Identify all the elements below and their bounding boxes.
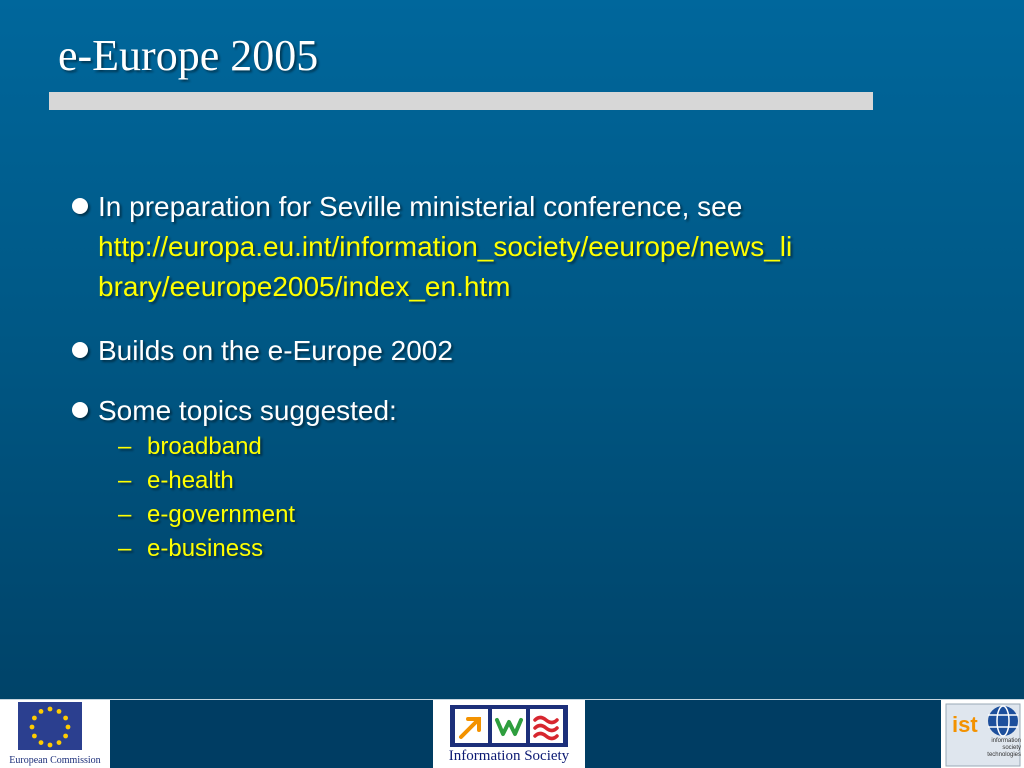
sub-bullet-text: e-business xyxy=(147,535,264,562)
dash-icon: – xyxy=(118,535,132,562)
footer-bar xyxy=(0,700,1024,768)
dash-icon: – xyxy=(118,433,132,460)
dash-icon: – xyxy=(118,467,132,494)
european-commission-caption: European Commission xyxy=(9,755,101,766)
ist-logo-subtext xyxy=(965,738,1021,766)
bullet-dot-icon xyxy=(72,342,88,358)
bullet-text: In preparation for Seville ministerial conference, see xyxy=(98,191,743,222)
sub-bullet-text: broadband xyxy=(147,433,262,460)
ist-subtext-line: technologies xyxy=(987,752,1021,758)
bullet-text: Some topics suggested: xyxy=(98,395,397,426)
ist-logo-text: ist xyxy=(952,712,978,737)
ist-logo xyxy=(941,700,1024,768)
sub-bullet-text: e-government xyxy=(147,501,296,528)
bullet-dot-icon xyxy=(72,402,88,418)
european-commission-logo xyxy=(0,700,110,768)
bullet-body xyxy=(98,391,958,431)
slide-title: e-Europe 2005 xyxy=(58,31,319,80)
sub-bullet-text: e-health xyxy=(147,467,234,494)
ist-subtext-line: information xyxy=(991,738,1021,744)
information-society-caption: Information Society xyxy=(448,748,570,764)
bullet-dot-icon xyxy=(72,198,88,214)
europa-link-line-2[interactable]: brary/eeurope2005/index_en.htm xyxy=(98,271,511,302)
information-society-logo xyxy=(433,700,585,768)
bullet-body xyxy=(98,331,958,371)
europa-link-line-1[interactable]: http://europa.eu.int/information_society/eeurope/news_li xyxy=(98,231,793,262)
ist-subtext-line: society xyxy=(1002,745,1021,751)
dash-icon: – xyxy=(118,501,132,528)
bullet-body xyxy=(98,187,958,307)
title-underline-bar xyxy=(49,92,873,110)
bullet-text: Builds on the e-Europe 2002 xyxy=(98,335,453,366)
